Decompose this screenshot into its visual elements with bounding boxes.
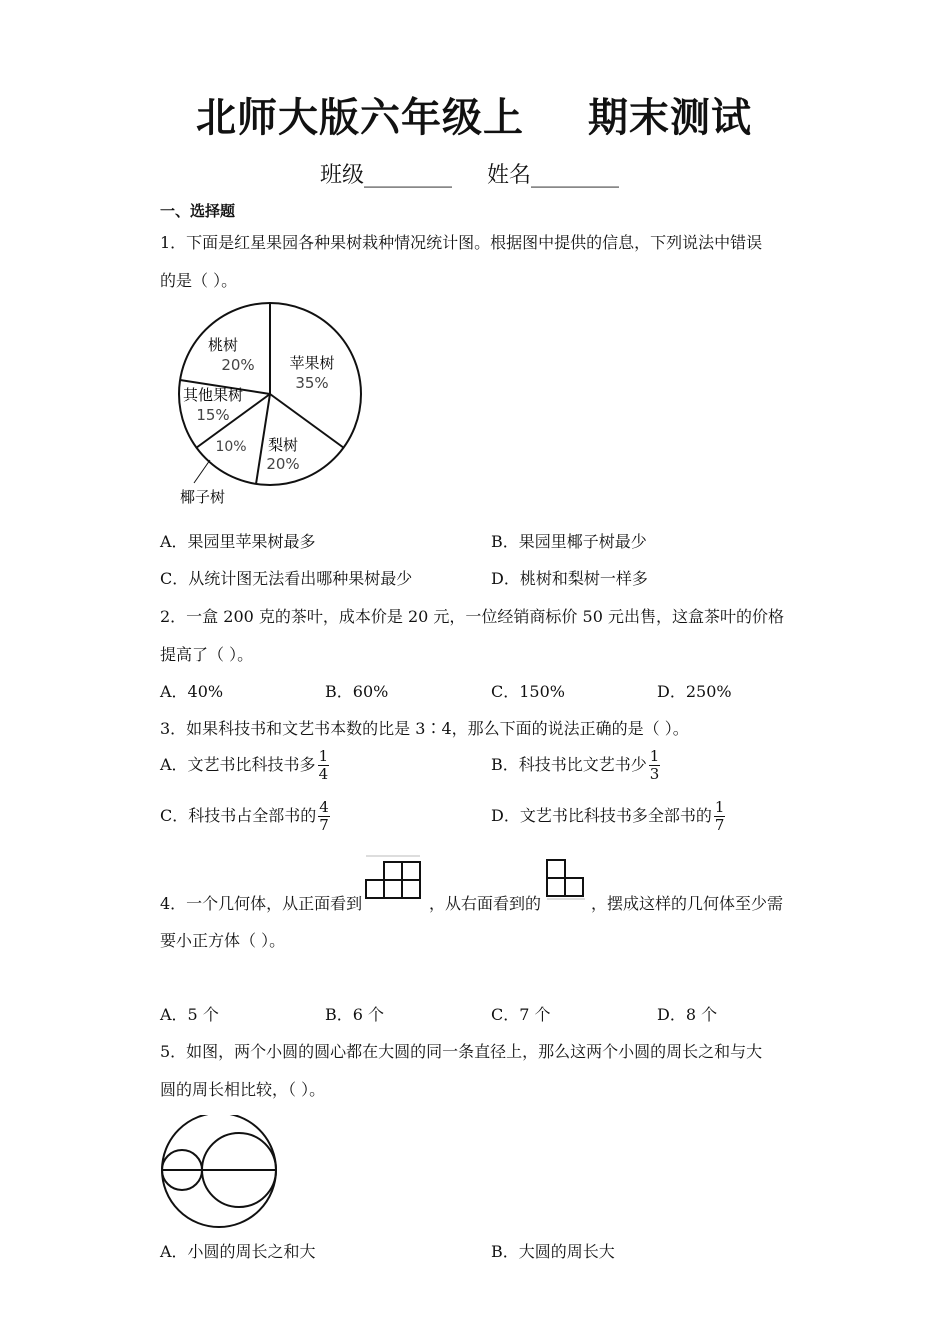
fraction: $\frac{1}{3}$ xyxy=(649,747,660,783)
class-field[interactable]: 班级________ xyxy=(320,163,453,188)
q3-option-a[interactable] xyxy=(160,748,329,783)
q4-option-a[interactable]: A．5 个 xyxy=(160,1005,219,1024)
q5-line1: 5．如图，两个小圆的圆心都在大圆的同一条直径上，那么这两个小圆的周长之和与大 xyxy=(160,1042,763,1061)
q5-option-a[interactable]: A．小圆的周长之和大 xyxy=(160,1242,316,1261)
q2-line2: 提高了（ ）。 xyxy=(160,645,254,664)
fraction: $\frac{1}{7}$ xyxy=(714,798,725,834)
slice-percent: 20% xyxy=(221,356,255,374)
title-left: 北师大版六年级上 xyxy=(196,95,524,141)
q2-option-a[interactable]: A．40% xyxy=(160,682,224,701)
slice-label: 其他果树 xyxy=(182,386,244,404)
fraction: $\frac{1}{4}$ xyxy=(318,747,329,783)
q2-option-c[interactable]: C．150% xyxy=(491,682,565,701)
front-view-figure xyxy=(362,855,424,903)
section-heading: 一、选择题 xyxy=(160,202,236,220)
slice-percent: 20% xyxy=(266,455,300,473)
q3-option-b[interactable] xyxy=(491,748,660,783)
circles-figure xyxy=(158,1115,282,1229)
q4-text-part3: ，摆成这样的几何体至少需 xyxy=(591,894,784,913)
fraction: $\frac{4}{7}$ xyxy=(319,798,329,834)
q1-line2: 的是（ ）。 xyxy=(160,271,238,290)
q3-option-c-text: C．科技书占全部书的 xyxy=(160,806,317,825)
slice-percent: 35% xyxy=(295,374,329,392)
q3-option-d-text: D．文艺书比科技书多全部书的 xyxy=(491,806,712,825)
q3-option-d[interactable] xyxy=(491,799,725,834)
q5-line2: 圆的周长相比较，（ ）。 xyxy=(160,1080,326,1099)
title-right: 期末测试 xyxy=(588,95,752,141)
q3-option-a-text: A．文艺书比科技书多 xyxy=(160,755,316,774)
q3-option-c[interactable] xyxy=(160,799,330,834)
q5-option-b[interactable]: B．大圆的周长大 xyxy=(491,1242,615,1261)
slice-percent: 15% xyxy=(196,406,230,424)
pie-chart xyxy=(170,300,370,512)
right-view-figure xyxy=(545,855,587,903)
q4-line2: 要小正方体（ ）。 xyxy=(160,931,286,950)
q4-text-part2: ，从右面看到的 xyxy=(429,894,542,913)
q4-option-c[interactable]: C．7 个 xyxy=(491,1005,551,1024)
slice-percent: 10% xyxy=(215,439,247,455)
q2-option-d[interactable]: D．250% xyxy=(657,682,732,701)
label-leader xyxy=(194,460,210,483)
slice-label: 桃树 xyxy=(207,336,239,354)
q1-option-d[interactable]: D．桃树和梨树一样多 xyxy=(491,569,648,588)
q1-option-a[interactable]: A．果园里苹果树最多 xyxy=(160,532,316,551)
q4-option-d[interactable]: D．8 个 xyxy=(657,1005,718,1024)
q4-text-part1: 4．一个几何体，从正面看到 xyxy=(160,894,363,913)
q1-line1: 1．下面是红星果园各种果树栽种情况统计图。根据图中提供的信息，下列说法中错误 xyxy=(160,233,763,252)
q4-option-b[interactable]: B．6 个 xyxy=(325,1005,385,1024)
q3-line1: 3．如果科技书和文艺书本数的比是 3∶4，那么下面的说法正确的是（ ）。 xyxy=(160,719,689,738)
name-field[interactable]: 姓名________ xyxy=(487,163,620,188)
slice-label: 椰子树 xyxy=(180,488,226,506)
q1-option-c[interactable]: C．从统计图无法看出哪种果树最少 xyxy=(160,569,413,588)
q2-option-b[interactable]: B．60% xyxy=(325,682,389,701)
q1-option-b[interactable]: B．果园里椰子树最少 xyxy=(491,532,647,551)
slice-label: 梨树 xyxy=(267,436,299,454)
q3-option-b-text: B．科技书比文艺书少 xyxy=(491,755,647,774)
slice-label: 苹果树 xyxy=(289,354,335,372)
q2-line1: 2．一盒 200 克的茶叶，成本价是 20 元，一位经销商标价 50 元出售，这盒茶叶的价格 xyxy=(160,607,784,626)
